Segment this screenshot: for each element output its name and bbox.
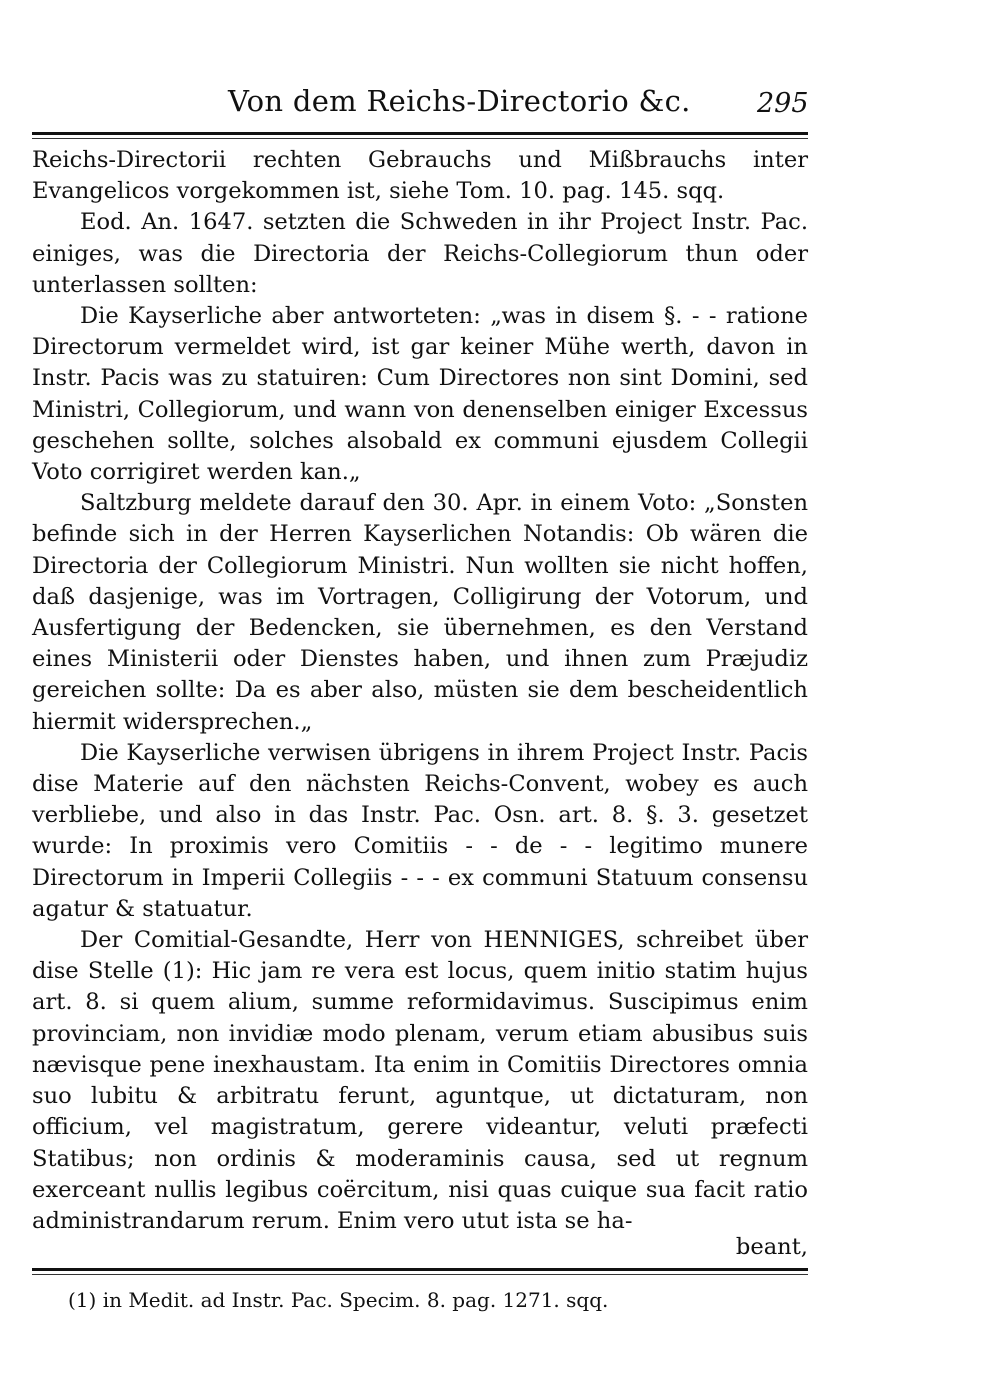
paragraph-4: Saltzburg meldete darauf den 30. Apr. in einem Voto: „Sonsten befinde sich in der Herren Kayserlichen Notandis: Ob wären die Directoria der Collegiorum Ministri. Nun wollten sie nicht hoffen, daß dasjenige, was im Vortragen, Colligirung der Votorum, und Ausfertigung der Bedencken, sie übernehmen, es den Verstand eines Ministerii oder Dienstes haben, und ihnen zum Præjudiz gereichen sollte: Da es aber also, müsten sie dem bescheidentlich hiermit widersprechen.„ (32, 490, 808, 735)
paragraph-6: Der Comitial-Gesandte, Herr von HENNIGES, schreibet über dise Stelle (1): Hic jam re vera est locus, quem initio statim hujus art. 8. si quem alium, summe reformidavimus. Suscipimus enim provinciam, non invidiæ modo plenam, verum etiam abusibus suis nævisque pene inexhaustam. Ita enim in Comitiis Directores omnia suo lubitu & arbitratu ferunt, aguntque, ut dictaturam, non officium, vel magistratum, gerere videantur, veluti præfecti Statibus; non ordinis & moderaminis causa, sed ut regnum exerceant nullis legibus coërcitum, nisi quas cuique sua facit ratio administrandarum rerum. Enim vero utut ista se ha- (32, 927, 808, 1234)
body-text (32, 145, 808, 1237)
page-number: 295 (757, 88, 809, 119)
paragraph-3: Die Kayserliche aber antworteten: „was in disem §. - - ratione Directorum vermeldet wird, ist gar keiner Mühe werth, davon in Instr. Pacis was zu statuiren: Cum Directores non sint Domini, sed Ministri, Collegiorum, und wann von denenselben einiger Excessus geschehen sollte, solches alsobald ex communi ejusdem Collegii Voto corrigiret werden kan.„ (32, 303, 808, 486)
paragraph-2: Eod. An. 1647. setzten die Schweden in ihr Project Instr. Pac. einiges, was die Directoria der Reichs-Collegiorum thun oder unterlassen sollten: (32, 209, 808, 298)
header-rule-thin (32, 138, 808, 139)
footnote: (1) in Medit. ad Instr. Pac. Specim. 8. pag. 1271. sqq. (68, 1288, 609, 1312)
footnote-rule (32, 1268, 808, 1271)
paragraph-1: Reichs-Directorii rechten Gebrauchs und Mißbrauchs inter Evangelicos vorgekommen ist, siehe Tom. 10. pag. 145. sqq. (32, 147, 808, 205)
continuation-word: beant, (735, 1234, 808, 1260)
running-head: Von dem Reichs-Directorio &c. (228, 84, 691, 118)
page-header (0, 80, 1000, 124)
footnote-rule-thin (32, 1274, 808, 1275)
header-rule (32, 132, 808, 135)
paragraph-5: Die Kayserliche verwisen übrigens in ihrem Project Instr. Pacis dise Materie auf den nächsten Reichs-Convent, wobey es auch verbliebe, und also in das Instr. Pac. Osn. art. 8. §. 3. gesetzet wurde: In proximis vero Comitiis - - de - - legitimo munere Directorum in Imperii Collegiis - - - ex communi Statuum consensu agatur & statuatur. (32, 739, 808, 922)
